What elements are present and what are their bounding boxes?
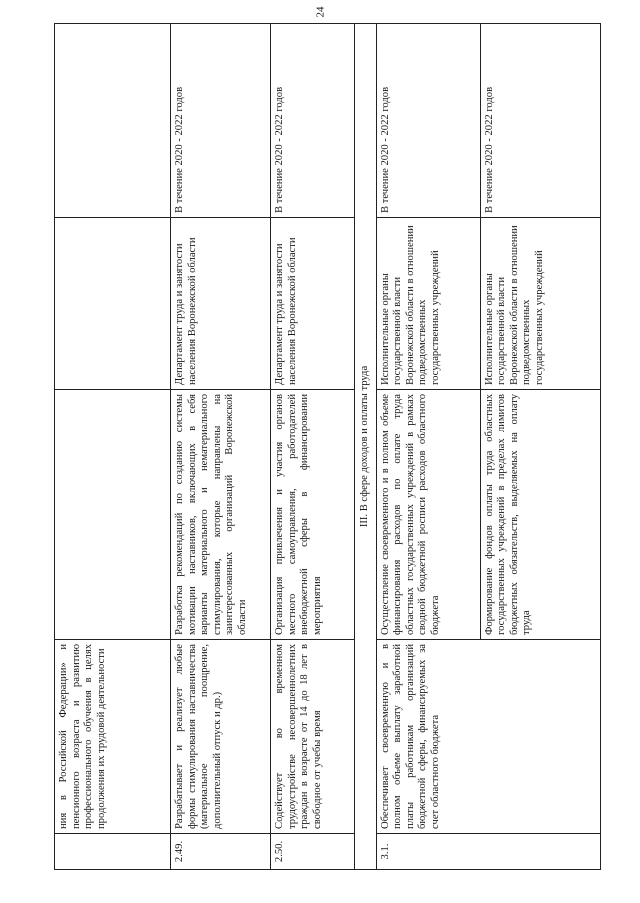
term-cell: В течение 2020 - 2022 годов: [171, 24, 271, 218]
measure-cell: Содействует во временном трудоустройстве несовершеннолетних граждан в возрасте от 14 до 18 лет в свободное от учебы время: [271, 640, 355, 834]
table-row: [376, 24, 480, 870]
row-number: 3.1.: [376, 834, 600, 870]
term-cell: В течение 2020 - 2022 годов: [271, 24, 355, 218]
measures-table: [54, 23, 601, 870]
executor-cell: [55, 218, 171, 390]
measure-cell: Разрабатывает и реализует любые формы стимулирования наставничества (материальное поощрение, дополнительный отпуск и др.): [171, 640, 271, 834]
term-cell: [55, 24, 171, 218]
activity-cell: Формирование фондов оплаты труда областных государственных учреждений в пределах лимитов бюджетных обязательств, выделяемых на оплату труда: [480, 390, 600, 640]
rotated-table-frame: [54, 24, 626, 870]
activity-cell: [55, 390, 171, 640]
section-title: III. В сфере доходов и оплаты труда: [355, 24, 377, 870]
measure-cell: Обеспечивает своевременную и в полном объеме выплату заработной платы работникам организаций бюджетной сферы, финансируемых за счет областного бюджета: [376, 640, 600, 834]
activity-cell: Организация привлечения и участия органов местного самоуправления, работодателей внебюджетной сферы в финансировании мероприятия: [271, 390, 355, 640]
row-number: 2.49.: [171, 834, 271, 870]
table-row: [171, 24, 271, 870]
term-cell: В течение 2020 - 2022 годов: [376, 24, 480, 218]
row-number: [55, 834, 171, 870]
table-row: [55, 24, 171, 870]
table-container: [54, 24, 626, 870]
executor-cell: Исполнительные органы государственной власти Воронежской области в отношении подведомственных государственных учреждений: [376, 218, 480, 390]
activity-cell: Осуществление своевременного и в полном объеме финансирования расходов по оплате труда областных государственных учреждений в рамках сводной бюджетной росписи расходов областного бюджета: [376, 390, 480, 640]
activity-cell: Разработка рекомендаций по созданию системы мотивации наставников, включающих в себя варианты материального и нематериального стимулирования, которые направлены на заинтересованных организаций Воронежской области: [171, 390, 271, 640]
measure-cell: ния в Российской Федерации» и пенсионного возраста и развитию профессионального обучения в целях продолжения их трудовой деятельности: [55, 640, 171, 834]
table-row: [271, 24, 355, 870]
executor-cell: Исполнительные органы государственной власти Воронежской области в отношении подведомственных государственных учреждений: [480, 218, 600, 390]
page-number: 24: [314, 6, 326, 18]
row-number: 2.50.: [271, 834, 355, 870]
term-cell: В течение 2020 - 2022 годов: [480, 24, 600, 218]
section-row: [355, 24, 377, 870]
executor-cell: Департамент труда и занятости населения Воронежской области: [271, 218, 355, 390]
executor-cell: Департамент труда и занятости населения Воронежской области: [171, 218, 271, 390]
